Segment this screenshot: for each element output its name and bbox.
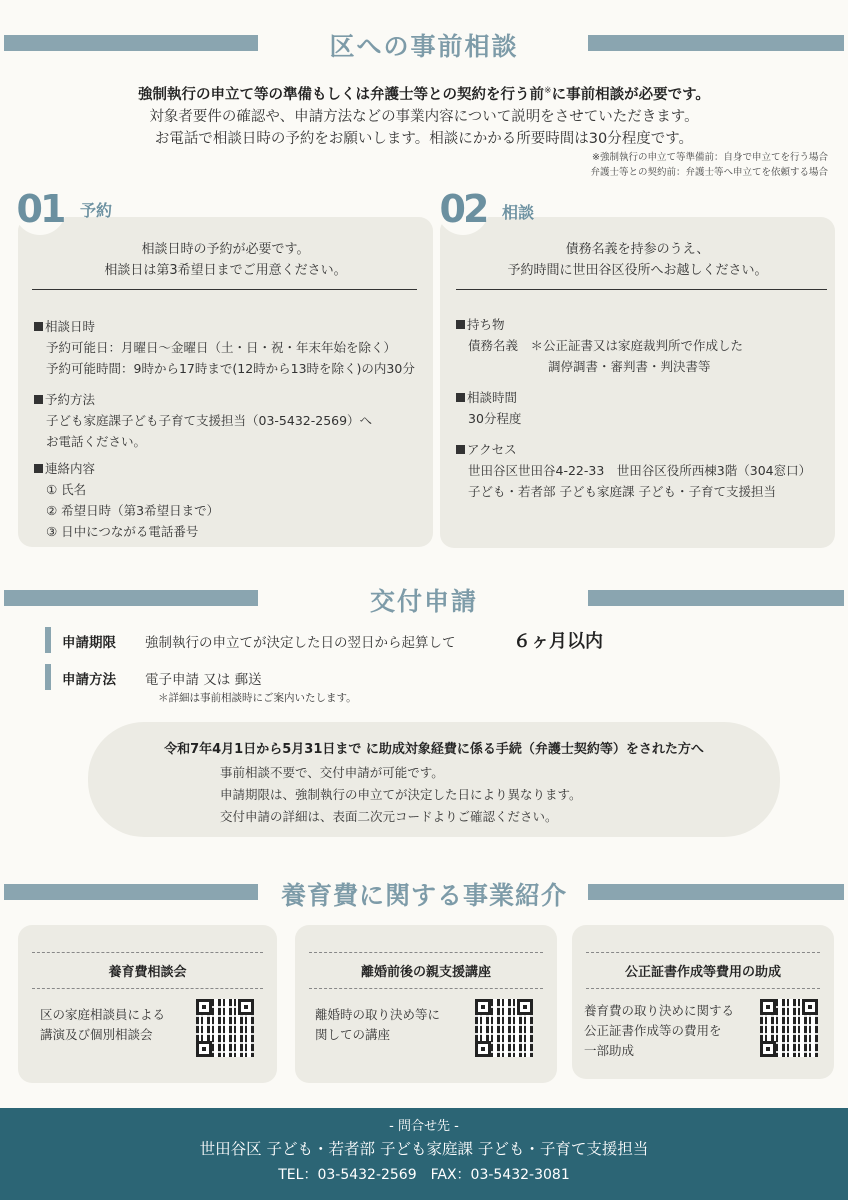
service-1-line-2: 講演及び個別相談会 [40, 1027, 153, 1042]
step1-lead [18, 217, 433, 281]
consult-section-title: 区への事前相談 [329, 32, 519, 61]
step1-h-contact: 連絡内容 [34, 458, 433, 479]
step2-card [440, 217, 835, 548]
service-2-title: 離婚前後の親支援講座 [309, 952, 543, 989]
step1-contact-2: ② 希望日時（第3希望日まで） [46, 503, 220, 518]
period-mark [45, 627, 51, 653]
method-mark [45, 664, 51, 690]
step1-contact-1: ① 氏名 [46, 482, 87, 497]
step1-card [18, 217, 433, 547]
step2-h-access: アクセス [456, 439, 835, 460]
service-2-line-2: 関しての講座 [315, 1027, 391, 1042]
step1-details [18, 290, 433, 542]
method-note: ＊詳細は事前相談時にご案内いたします。 [158, 692, 357, 704]
service-card-2 [295, 925, 557, 1083]
step2-items-1: 債務名義 ＊公正証書又は家庭裁判所で作成した [468, 338, 744, 353]
intro-bold: 強制執行の申立て等の準備もしくは弁護士等との契約を行う前 [138, 86, 545, 103]
step1-h-datetime: 相談日時 [34, 316, 433, 337]
intro-note-2: 弁護士等との契約前：弁護士等へ申立てを依頼する場合 [590, 167, 828, 178]
service-card-1 [18, 925, 277, 1083]
step2-number: 02 [437, 183, 489, 235]
step2-access-2: 子ども・若者部 子ども家庭課 子ども・子育て支援担当 [468, 484, 776, 499]
service-1-qr-code[interactable] [196, 999, 254, 1057]
step1-number: 01 [14, 183, 66, 235]
service-2-qr-code[interactable] [475, 999, 533, 1057]
service-3-title: 公正証書作成等費用の助成 [586, 952, 820, 989]
step1-h-method: 予約方法 [34, 389, 433, 410]
service-2-body [315, 1005, 440, 1045]
intro-line2: 対象者要件の確認や、申請方法などの事業内容について説明をさせていただきます。 [149, 108, 699, 125]
footer-contact: TEL：03-5432-2569 FAX：03-5432-3081 [278, 1167, 570, 1183]
step2-items-2: 調停調書・審判書・判決書等 [548, 359, 711, 374]
special-box-line-2: 申請期限は、強制執行の申立てが決定した日により異なります。 [220, 787, 582, 802]
service-1-line-1: 区の家庭相談員による [40, 1007, 166, 1022]
step1-datetime-days: 予約可能日：月曜日〜金曜日（土・日・祝・年末年始を除く） [46, 340, 397, 355]
step2-lead-1: 債務名義を持参のうえ、 [565, 242, 710, 257]
step1-lead-1: 相談日時の予約が必要です。 [141, 242, 310, 257]
intro-note-1: ※強制執行の申立て等準備前：自身で申立てを行う場合 [592, 152, 828, 163]
service-1-body [40, 1005, 165, 1045]
step1-datetime-hours: 予約可能時間：9時から17時まで(12時から13時を除く)の内30分 [46, 361, 415, 376]
step1-method-1: 子ども家庭課子ども子育て支援担当（03-5432-2569）へ [46, 413, 373, 428]
step1-method-2: お電話ください。 [46, 434, 147, 449]
service-3-line-2: 公正証書作成等の費用を [584, 1023, 722, 1038]
intro-sup: ※ [544, 86, 552, 96]
method-text: 電子申請 又は 郵送 [145, 672, 262, 688]
step1-lead-2: 相談日は第3希望日までご用意ください。 [104, 263, 347, 278]
intro-bold-end: に事前相談が必要です。 [551, 86, 710, 103]
step1-contact-3: ③ 日中につながる電話番号 [46, 524, 199, 539]
step2-lead-2: 予約時間に世田谷区役所へお越しください。 [507, 263, 768, 278]
service-3-qr-code[interactable] [760, 999, 818, 1057]
step2-access-1: 世田谷区世田谷4-22-33 世田谷区役所西棟3階（304窓口） [468, 463, 812, 478]
step1-label: 予約 [80, 201, 113, 220]
period-text: 強制執行の申立てが決定した日の翌日から起算して [145, 635, 456, 651]
service-3-line-3: 一部助成 [584, 1043, 635, 1058]
step2-h-time: 相談時間 [456, 387, 835, 408]
service-3-body [584, 1001, 734, 1061]
service-3-line-1: 養育費の取り決めに関する [584, 1003, 735, 1018]
step2-time-1: 30分程度 [468, 411, 522, 426]
step2-label: 相談 [502, 203, 535, 222]
footer-dept: 世田谷区 子ども・若者部 子ども家庭課 子ども・子育て支援担当 [199, 1140, 649, 1158]
service-1-title: 養育費相談会 [32, 952, 263, 989]
contact-footer [0, 1108, 848, 1200]
period-label: 申請期限 [62, 635, 116, 651]
apply-section-title: 交付申請 [369, 587, 478, 616]
step2-lead [440, 217, 835, 281]
special-box-title: 令和7年4月1日から5月31日まで に助成対象経費に係る手続（弁護士契約等）をされた方へ [164, 742, 704, 757]
special-box-line-1: 事前相談不要で、交付申請が可能です。 [220, 765, 444, 780]
special-box-line-3: 交付申請の詳細は、表面二次元コードよりご確認ください。 [220, 809, 558, 824]
service-2-line-1: 離婚時の取り決め等に [315, 1007, 441, 1022]
intro-line3: お電話で相談日時の予約をお願いします。相談にかかる所要時間は30分程度です。 [154, 130, 694, 147]
consult-intro [0, 80, 848, 150]
special-box [88, 722, 780, 837]
services-section-title: 養育費に関する事業紹介 [280, 881, 567, 910]
step2-h-items: 持ち物 [456, 314, 835, 335]
step2-details [440, 290, 835, 502]
period-value: ６ヶ月以内 [513, 631, 603, 652]
footer-heading: - 問合せ先 - [389, 1119, 459, 1134]
method-label: 申請方法 [62, 672, 116, 688]
service-card-3 [572, 925, 834, 1079]
special-box-body [220, 762, 582, 828]
intro-note [590, 150, 828, 180]
